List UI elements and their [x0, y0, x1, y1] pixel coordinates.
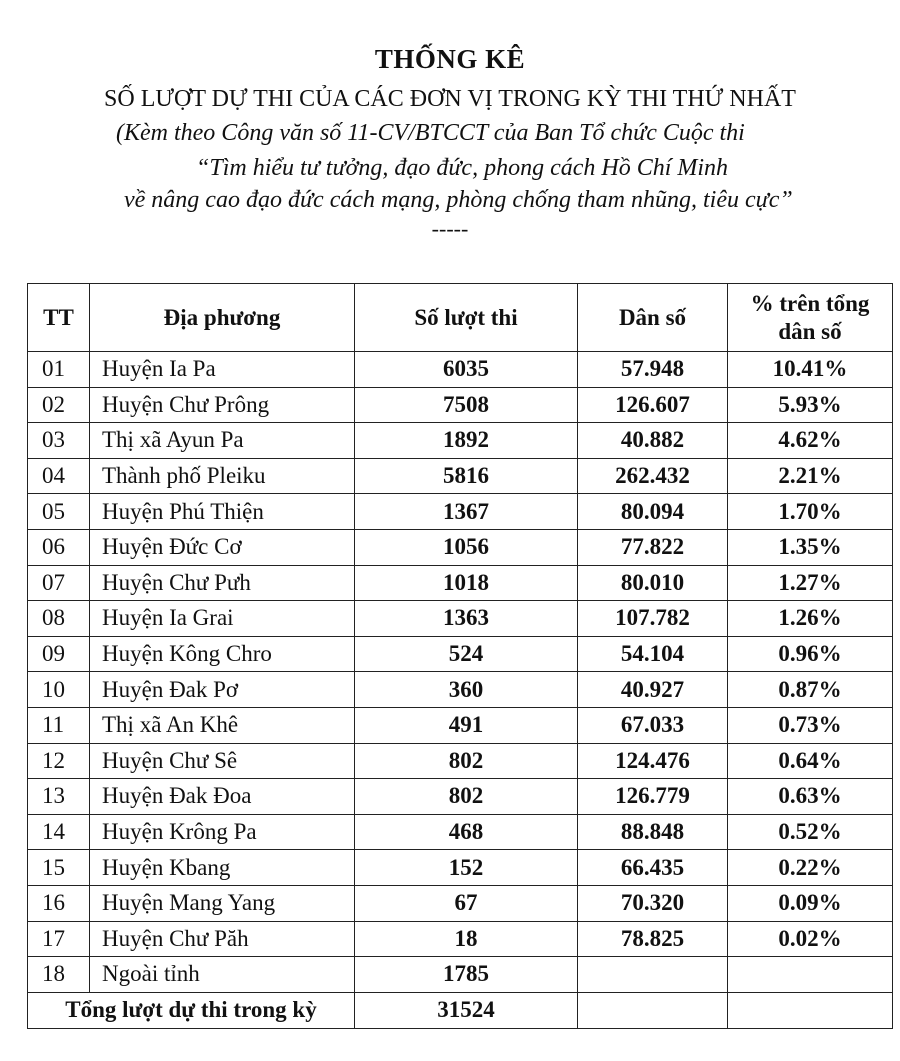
- row-place: Huyện Đak Pơ: [90, 672, 355, 708]
- row-population: 80.010: [578, 565, 728, 601]
- document-title: THỐNG KÊ: [374, 44, 526, 74]
- header-percent-line-1: % trên tổng: [750, 290, 870, 316]
- table-row: [28, 707, 893, 743]
- row-percent: 4.62%: [728, 423, 893, 459]
- row-population: 67.033: [578, 707, 728, 743]
- row-percent: 1.70%: [728, 494, 893, 530]
- row-number: 11: [28, 707, 90, 743]
- row-percent: 1.27%: [728, 565, 893, 601]
- row-place: Huyện Đức Cơ: [90, 529, 355, 565]
- row-number: 18: [28, 957, 90, 993]
- row-place: Huyện Chư Păh: [90, 921, 355, 957]
- row-entries: 360: [355, 672, 578, 708]
- row-number: 01: [28, 352, 90, 388]
- total-label: Tổng lượt dự thi trong kỳ: [28, 992, 355, 1028]
- row-population: 80.094: [578, 494, 728, 530]
- row-population: 126.779: [578, 779, 728, 815]
- row-entries: 1056: [355, 529, 578, 565]
- header-tt: TT: [28, 284, 90, 352]
- row-number: 12: [28, 743, 90, 779]
- row-percent: 0.63%: [728, 779, 893, 815]
- row-entries: 802: [355, 743, 578, 779]
- table-row: [28, 885, 893, 921]
- row-place: Ngoài tỉnh: [90, 957, 355, 993]
- row-place: Huyện Ia Grai: [90, 601, 355, 637]
- table-row: [28, 743, 893, 779]
- row-place: Huyện Krông Pa: [90, 814, 355, 850]
- row-place: Huyện Chư Pưh: [90, 565, 355, 601]
- row-number: 15: [28, 850, 90, 886]
- row-percent: 0.02%: [728, 921, 893, 957]
- table-row: [28, 921, 893, 957]
- table-row: [28, 636, 893, 672]
- separator: -----: [431, 216, 469, 241]
- header-population: Dân số: [578, 284, 728, 352]
- row-entries: 468: [355, 814, 578, 850]
- row-percent: 0.73%: [728, 707, 893, 743]
- row-number: 04: [28, 458, 90, 494]
- row-entries: 152: [355, 850, 578, 886]
- row-entries: 524: [355, 636, 578, 672]
- table-body: [28, 352, 893, 993]
- table-row: [28, 387, 893, 423]
- row-entries: 18: [355, 921, 578, 957]
- row-percent: 0.64%: [728, 743, 893, 779]
- row-population: 77.822: [578, 529, 728, 565]
- table-row: [28, 494, 893, 530]
- row-place: Huyện Mang Yang: [90, 885, 355, 921]
- row-entries: 802: [355, 779, 578, 815]
- row-place: Thành phố Pleiku: [90, 458, 355, 494]
- row-number: 10: [28, 672, 90, 708]
- row-entries: 1367: [355, 494, 578, 530]
- row-number: 03: [28, 423, 90, 459]
- table-header-row: [28, 284, 893, 352]
- row-number: 06: [28, 529, 90, 565]
- row-entries: 1892: [355, 423, 578, 459]
- row-entries: 1018: [355, 565, 578, 601]
- table-row: [28, 529, 893, 565]
- row-population: 126.607: [578, 387, 728, 423]
- reference-note-line-2: “Tìm hiểu tư tưởng, đạo đức, phong cách Hồ Chí Minh: [196, 155, 729, 181]
- row-number: 13: [28, 779, 90, 815]
- row-place: Huyện Kông Chro: [90, 636, 355, 672]
- row-percent: 1.35%: [728, 529, 893, 565]
- row-number: 16: [28, 885, 90, 921]
- row-place: Huyện Đak Đoa: [90, 779, 355, 815]
- row-population: 70.320: [578, 885, 728, 921]
- table-row: [28, 565, 893, 601]
- row-population: 262.432: [578, 458, 728, 494]
- row-number: 09: [28, 636, 90, 672]
- row-place: Huyện Ia Pa: [90, 352, 355, 388]
- header-percent: [728, 284, 893, 352]
- row-percent: 0.09%: [728, 885, 893, 921]
- row-place: Thị xã Ayun Pa: [90, 423, 355, 459]
- row-percent: 0.96%: [728, 636, 893, 672]
- row-percent: 0.52%: [728, 814, 893, 850]
- row-percent: 0.87%: [728, 672, 893, 708]
- row-population: 88.848: [578, 814, 728, 850]
- row-percent: 0.22%: [728, 850, 893, 886]
- table-row: [28, 814, 893, 850]
- row-place: Thị xã An Khê: [90, 707, 355, 743]
- statistics-table: [27, 283, 893, 1029]
- row-population: 66.435: [578, 850, 728, 886]
- row-number: 14: [28, 814, 90, 850]
- table-row: [28, 850, 893, 886]
- row-number: 05: [28, 494, 90, 530]
- header-place: Địa phương: [90, 284, 355, 352]
- row-entries: 5816: [355, 458, 578, 494]
- row-population: [578, 957, 728, 993]
- table-row: [28, 352, 893, 388]
- row-entries: 1363: [355, 601, 578, 637]
- row-percent: 2.21%: [728, 458, 893, 494]
- reference-note-line-3: về nâng cao đạo đức cách mạng, phòng chống tham nhũng, tiêu cực”: [124, 187, 793, 213]
- row-percent: 10.41%: [728, 352, 893, 388]
- row-number: 17: [28, 921, 90, 957]
- document-subtitle: SỐ LƯỢT DỰ THI CỦA CÁC ĐƠN VỊ TRONG KỲ THI THỨ NHẤT: [104, 86, 796, 112]
- row-place: Huyện Chư Prông: [90, 387, 355, 423]
- row-percent: 1.26%: [728, 601, 893, 637]
- table-row: [28, 779, 893, 815]
- row-population: 40.927: [578, 672, 728, 708]
- header-percent-line-2: dân số: [778, 318, 842, 344]
- total-percent: [728, 992, 893, 1028]
- total-entries: 31524: [355, 992, 578, 1028]
- table-row: [28, 423, 893, 459]
- row-entries: 1785: [355, 957, 578, 993]
- row-population: 124.476: [578, 743, 728, 779]
- reference-note-line-1: (Kèm theo Công văn số 11-CV/BTCCT của Ban Tổ chức Cuộc thi: [116, 120, 745, 146]
- row-number: 02: [28, 387, 90, 423]
- row-population: 54.104: [578, 636, 728, 672]
- row-percent: [728, 957, 893, 993]
- row-percent: 5.93%: [728, 387, 893, 423]
- table-row: [28, 458, 893, 494]
- row-number: 07: [28, 565, 90, 601]
- row-place: Huyện Phú Thiện: [90, 494, 355, 530]
- row-population: 57.948: [578, 352, 728, 388]
- table-row: [28, 601, 893, 637]
- header-entries: Số lượt thi: [355, 284, 578, 352]
- row-place: Huyện Kbang: [90, 850, 355, 886]
- total-row: [28, 992, 893, 1028]
- total-population: [578, 992, 728, 1028]
- row-number: 08: [28, 601, 90, 637]
- table-row: [28, 672, 893, 708]
- row-place: Huyện Chư Sê: [90, 743, 355, 779]
- row-entries: 7508: [355, 387, 578, 423]
- table-row: [28, 957, 893, 993]
- row-entries: 491: [355, 707, 578, 743]
- row-entries: 67: [355, 885, 578, 921]
- row-population: 78.825: [578, 921, 728, 957]
- row-population: 107.782: [578, 601, 728, 637]
- row-population: 40.882: [578, 423, 728, 459]
- row-entries: 6035: [355, 352, 578, 388]
